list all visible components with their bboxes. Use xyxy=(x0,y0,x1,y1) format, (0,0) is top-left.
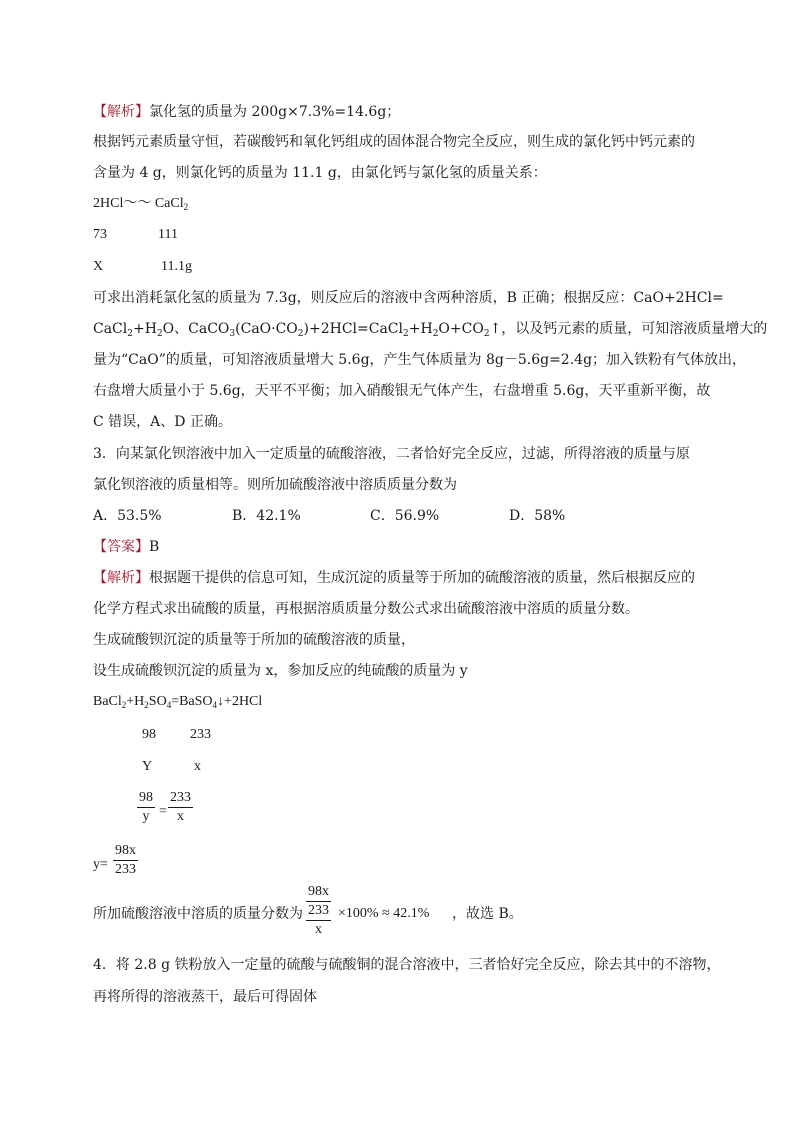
relation-formula: 2HCl～～ CaCl xyxy=(93,196,184,211)
analysis-line-7: 右盘增大质量小于 5.6g，天平不平衡；加入硝酸银无气体产生，右盘增重 5.6g，天平重新平衡，故 xyxy=(93,383,711,399)
q3-analysis-line-3: 生成硫酸钡沉淀的质量等于所加的硫酸溶液的质量， xyxy=(93,632,415,648)
analysis-tag: 【解析】 xyxy=(93,570,149,586)
question-3-line-1: 3．向某氯化钡溶液中加入一定质量的硫酸溶液，二者恰好完全反应，过滤，所得溶液的质量与原 xyxy=(93,446,690,462)
text: SO xyxy=(148,694,167,709)
y-equals: y= xyxy=(93,857,108,872)
option-b: B．42.1% xyxy=(232,508,301,524)
numerator: 233 xyxy=(170,790,191,805)
relation-row-2 xyxy=(93,257,192,277)
reaction-equation xyxy=(93,692,262,712)
denominator: y xyxy=(142,809,150,824)
main-fraction-bar xyxy=(306,920,331,921)
analysis-line-6: 量为“CaO”的质量，可知溶液质量增大 5.6g，产生气体质量为 8g－5.6g=2.4g；加入铁粉有气体放出， xyxy=(93,352,747,368)
relation-value: X xyxy=(93,259,104,274)
answer-value: B xyxy=(149,539,160,555)
final-result-prefix: 所加硫酸溶液中溶质的质量分数为 xyxy=(93,906,303,922)
text: =BaSO xyxy=(171,694,213,709)
subscript: 4 xyxy=(212,700,218,710)
analysis-text: 氯化氢的质量为 200g×7.3%=14.6g； xyxy=(149,104,401,120)
subscript: 2 xyxy=(297,329,304,339)
analysis-text: 根据题干提供的信息可知，生成沉淀的质量等于所加的硫酸溶液的质量，然后根据反应的 xyxy=(149,570,695,586)
relation-row-1 xyxy=(93,225,178,245)
unknown-x: x xyxy=(194,759,201,774)
equals-sign: = xyxy=(159,804,167,819)
subscript: 2 xyxy=(432,329,439,339)
unknown-y: Y xyxy=(142,759,153,774)
inner-denominator: 233 xyxy=(308,903,329,918)
subscript: 2 xyxy=(183,202,189,212)
analysis-line-4: 可求出消耗氯化氢的质量为 7.3g，则反应后的溶液中含两种溶质，B 正确；根据反应：CaO+2HCl= xyxy=(93,290,724,306)
question-4-line-1: 4．将 2.8 g 铁粉放入一定量的硫酸与硫酸铜的混合溶液中，三者恰好完全反应，除去其中的不溶物， xyxy=(93,957,721,973)
fraction-98x-over-233 xyxy=(113,843,138,878)
q3-analysis-line-2: 化学方程式求出硫酸的质量，再根据溶质质量分数公式求出硫酸溶液中溶质的质量分数。 xyxy=(93,601,639,617)
final-choice: ，故选 B。 xyxy=(452,906,523,922)
denominator: 233 xyxy=(115,862,136,877)
percent-result: ×100% ≈ 42.1% xyxy=(338,906,430,921)
numerator: 98 xyxy=(139,790,153,805)
text: ↑，以及钙元素的质量，可知溶液质量增大的 xyxy=(489,321,768,337)
subscript: 2 xyxy=(121,700,127,710)
numerator: 98x xyxy=(115,843,136,858)
denominator: x xyxy=(315,922,322,937)
inner-numerator: 98x xyxy=(308,884,329,899)
option-d: D．58% xyxy=(509,508,566,524)
text: )+2HCl=CaCl xyxy=(303,321,403,337)
fraction-98-over-y xyxy=(137,790,155,825)
q3-analysis-line-1 xyxy=(93,568,695,588)
analysis-line-8: C 错误，A、D 正确。 xyxy=(93,414,232,430)
subscript: 2 xyxy=(127,329,133,339)
fraction-bar xyxy=(137,807,155,808)
answer-line xyxy=(93,537,159,557)
question-3-options xyxy=(93,506,566,526)
text: CaCl xyxy=(93,321,128,337)
option-a: A．53.5% xyxy=(93,508,162,524)
molar-mass-h2so4: 98 xyxy=(142,727,156,742)
analysis-line-5 xyxy=(93,319,767,339)
text: O、CaCO xyxy=(162,321,230,337)
subscript: 2 xyxy=(156,329,163,339)
denominator: x xyxy=(177,809,184,824)
option-c: C．56.9% xyxy=(370,508,440,524)
text: +H xyxy=(132,321,157,337)
inner-fraction-bar xyxy=(306,901,331,902)
relation-value: 11.1g xyxy=(161,259,192,274)
relation-value: 73 xyxy=(93,227,107,242)
relation-value: 111 xyxy=(158,227,178,242)
text: (CaO·CO xyxy=(235,321,298,337)
fraction-bar xyxy=(168,807,193,808)
analysis-line-3: 含量为 4 g，则氯化钙的质量为 11.1 g，由氯化钙与氯化氢的质量关系： xyxy=(93,165,547,181)
text: +H xyxy=(126,694,145,709)
molar-mass-baso4: 233 xyxy=(190,727,211,742)
fraction-233-over-x xyxy=(168,790,193,825)
subscript: 2 xyxy=(403,329,409,339)
text: O+CO xyxy=(438,321,484,337)
subscript: 2 xyxy=(483,329,490,339)
subscript: 2 xyxy=(144,700,149,710)
compound-fraction xyxy=(306,884,331,938)
analysis-tag: 【解析】 xyxy=(93,104,149,120)
fraction-bar xyxy=(113,860,138,861)
subscript: 4 xyxy=(166,700,172,710)
text: BaCl xyxy=(93,694,122,709)
mass-relation xyxy=(93,194,188,214)
question-3-line-2: 氯化钡溶液的质量相等。则所加硫酸溶液中溶质质量分数为 xyxy=(93,477,457,493)
subscript: 3 xyxy=(229,329,236,339)
answer-tag: 【答案】 xyxy=(93,539,149,555)
analysis-line-1 xyxy=(93,102,400,122)
text: +H xyxy=(408,321,433,337)
q3-analysis-line-4: 设生成硫酸钡沉淀的质量为 x，参加反应的纯硫酸的质量为 y xyxy=(93,663,468,679)
analysis-line-2: 根据钙元素质量守恒，若碳酸钙和氧化钙组成的固体混合物完全反应，则生成的氯化钙中钙元素的 xyxy=(93,134,695,150)
question-4-line-2: 再将所得的溶液蒸干，最后可得固体 xyxy=(93,989,317,1005)
text: ↓+2HCl xyxy=(217,694,263,709)
